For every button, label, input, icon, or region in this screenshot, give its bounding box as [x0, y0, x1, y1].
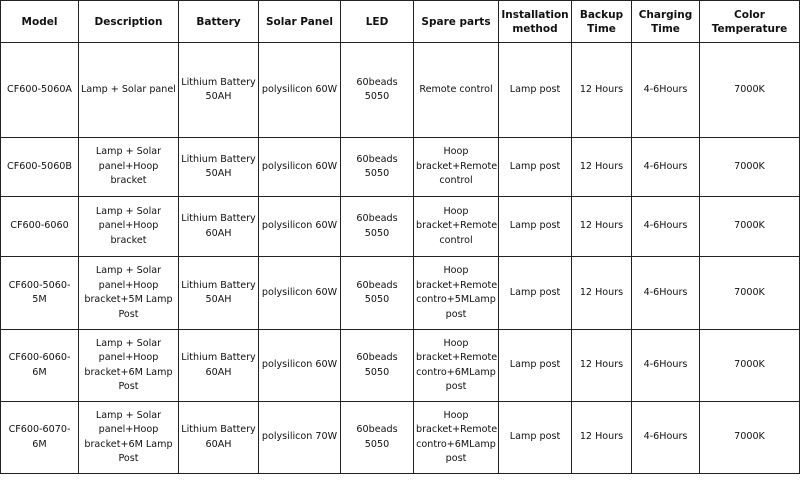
spare-parts-cell-line: bracket+Remote: [416, 352, 498, 363]
battery-cell-line: 60AH: [205, 227, 232, 239]
header-installation-method: [499, 1, 572, 43]
table-row: [1, 197, 800, 257]
spare-parts-cell-line: post: [445, 308, 467, 320]
model-cell-line: 6M: [32, 438, 47, 450]
description-cell: [79, 402, 179, 474]
battery-cell-line: 50AH: [205, 294, 232, 305]
description-cell: [79, 257, 179, 330]
header-backup-line: Time: [587, 22, 616, 35]
description-cell-line: Post: [118, 308, 139, 320]
spare-parts-cell: [414, 138, 499, 197]
spare-parts-cell-line: Hoop: [443, 337, 469, 349]
description-cell-line: panel+Hoop bracket: [98, 220, 159, 246]
spare-parts-cell-line: Remote control: [419, 83, 493, 95]
spare-parts-cell-line: Hoop: [443, 146, 469, 158]
model-cell-line: CF600-5060A: [7, 83, 72, 95]
backup-time-cell: 12 Hours: [572, 330, 632, 402]
battery-cell-line: Lithium Battery: [181, 153, 256, 165]
description-cell: [79, 197, 179, 257]
table-row: [1, 330, 800, 402]
spare-parts-cell-line: Hoop: [443, 265, 469, 276]
description-cell: [79, 43, 179, 138]
model-cell-line: CF600-6060: [10, 220, 69, 232]
color-temperature-cell: 7000K: [700, 257, 800, 330]
header-backup-line: Backup: [579, 8, 624, 21]
battery-cell: [179, 257, 259, 330]
solar-panel-cell: polysilicon 70W: [259, 402, 341, 474]
description-cell-line: Lamp + Solar: [95, 409, 162, 421]
description-cell-line: panel+Hoop: [98, 352, 159, 363]
model-cell: [1, 330, 79, 402]
backup-time-cell: 12 Hours: [572, 43, 632, 138]
model-cell-line: 5M: [32, 294, 47, 305]
header-backup-time: [572, 1, 632, 43]
header-color-line: Color: [734, 8, 765, 21]
description-cell-line: bracket+5M Lamp: [84, 294, 173, 305]
battery-cell: [179, 43, 259, 138]
battery-cell: [179, 330, 259, 402]
spare-parts-cell-line: bracket+Remote: [416, 160, 498, 172]
led-cell: 60beads 5050: [341, 197, 414, 257]
table-row: [1, 402, 800, 474]
charging-time-cell: 4-6Hours: [632, 138, 700, 197]
spare-parts-cell-line: control: [439, 234, 473, 246]
model-cell-line: 6M: [32, 366, 47, 378]
spare-parts-cell-line: control: [439, 175, 473, 187]
model-cell-line: CF600-6070-: [8, 424, 71, 435]
solar-panel-cell: polysilicon 60W: [259, 43, 341, 138]
battery-cell-line: 60AH: [205, 438, 232, 450]
spare-parts-cell-line: Hoop: [443, 409, 469, 421]
model-cell: [1, 257, 79, 330]
description-cell-line: Lamp + Solar panel: [81, 83, 176, 95]
spare-parts-cell-line: post: [445, 453, 467, 464]
spare-parts-cell: [414, 43, 499, 138]
spare-parts-cell-line: contro+6MLamp: [416, 438, 496, 450]
battery-cell-line: Lithium Battery: [181, 76, 256, 88]
description-cell-line: Lamp + Solar: [95, 146, 162, 158]
spare-parts-cell-line: contro+5MLamp: [416, 294, 496, 305]
color-temperature-cell: 7000K: [700, 43, 800, 138]
description-cell-line: panel+Hoop: [98, 424, 159, 435]
backup-time-cell: 12 Hours: [572, 402, 632, 474]
header-row: [1, 1, 800, 43]
description-cell-line: panel+Hoop bracket: [98, 160, 159, 187]
spare-parts-cell-line: Hoop: [443, 205, 469, 217]
spare-parts-cell: [414, 402, 499, 474]
model-cell-line: CF600-6060-: [8, 352, 71, 363]
header-installation-line: method: [512, 22, 558, 35]
description-cell: [79, 138, 179, 197]
solar-panel-cell: polysilicon 60W: [259, 330, 341, 402]
model-cell: [1, 43, 79, 138]
led-cell: 60beads 5050: [341, 43, 414, 138]
led-cell: 60beads 5050: [341, 138, 414, 197]
description-cell: [79, 330, 179, 402]
installation-method-cell: Lamp post: [499, 402, 572, 474]
color-temperature-cell: 7000K: [700, 330, 800, 402]
spare-parts-cell: [414, 257, 499, 330]
description-cell-line: Lamp + Solar: [95, 337, 162, 349]
header-charging-time: Charging Time: [632, 1, 700, 43]
battery-cell-line: 50AH: [205, 91, 232, 102]
charging-time-cell: 4-6Hours: [632, 257, 700, 330]
charging-time-cell: 4-6Hours: [632, 197, 700, 257]
spare-parts-cell-line: bracket+Remote: [416, 424, 498, 435]
model-cell: [1, 138, 79, 197]
battery-cell-line: 50AH: [205, 168, 232, 179]
charging-time-cell: 4-6Hours: [632, 330, 700, 402]
spare-parts-cell: [414, 197, 499, 257]
led-cell: 60beads 5050: [341, 257, 414, 330]
description-cell-line: bracket+6M Lamp: [84, 438, 173, 450]
backup-time-cell: 12 Hours: [572, 138, 632, 197]
spare-parts-cell-line: bracket+Remote: [416, 220, 498, 232]
header-battery: Battery: [179, 1, 259, 43]
led-cell: 60beads 5050: [341, 402, 414, 474]
model-cell: [1, 402, 79, 474]
header-spare-parts: Spare parts: [414, 1, 499, 43]
model-cell-line: CF600-5060B: [7, 160, 72, 172]
description-cell-line: Post: [118, 381, 139, 392]
header-solar-panel: Solar Panel: [259, 1, 341, 43]
solar-panel-cell: polysilicon 60W: [259, 197, 341, 257]
color-temperature-cell: 7000K: [700, 197, 800, 257]
table-row: [1, 257, 800, 330]
spare-parts-cell: [414, 330, 499, 402]
installation-method-cell: Lamp post: [499, 43, 572, 138]
spare-parts-cell-line: bracket+Remote: [416, 279, 498, 291]
model-cell: [1, 197, 79, 257]
table-row: [1, 43, 800, 138]
description-cell-line: Lamp + Solar: [95, 265, 162, 276]
header-color-temperature: [700, 1, 800, 43]
table-row: [1, 138, 800, 197]
battery-cell-line: Lithium Battery: [181, 279, 256, 291]
description-cell-line: panel+Hoop: [98, 279, 159, 291]
installation-method-cell: Lamp post: [499, 197, 572, 257]
battery-cell: [179, 197, 259, 257]
charging-time-cell: 4-6Hours: [632, 43, 700, 138]
installation-method-cell: Lamp post: [499, 330, 572, 402]
battery-cell-line: Lithium Battery: [181, 424, 256, 435]
spare-parts-cell-line: post: [445, 381, 467, 392]
header-color-line: Temperature: [711, 22, 788, 35]
description-cell-line: bracket+6M Lamp: [84, 366, 173, 378]
table-body: [1, 43, 800, 474]
header-installation-line: Installation: [501, 8, 569, 21]
backup-time-cell: 12 Hours: [572, 257, 632, 330]
led-cell: 60beads 5050: [341, 330, 414, 402]
solar-panel-cell: polysilicon 60W: [259, 257, 341, 330]
header-description: Description: [79, 1, 179, 43]
installation-method-cell: Lamp post: [499, 138, 572, 197]
color-temperature-cell: 7000K: [700, 402, 800, 474]
color-temperature-cell: 7000K: [700, 138, 800, 197]
model-cell-line: CF600-5060-: [8, 279, 71, 291]
backup-time-cell: 12 Hours: [572, 197, 632, 257]
description-cell-line: Lamp + Solar: [95, 205, 162, 217]
solar-panel-cell: polysilicon 60W: [259, 138, 341, 197]
battery-cell-line: 60AH: [205, 366, 232, 378]
battery-cell: [179, 138, 259, 197]
battery-cell: [179, 402, 259, 474]
header-led: LED: [341, 1, 414, 43]
battery-cell-line: Lithium Battery: [181, 352, 256, 363]
header-model: Model: [1, 1, 79, 43]
description-cell-line: Post: [118, 453, 139, 464]
charging-time-cell: 4-6Hours: [632, 402, 700, 474]
battery-cell-line: Lithium Battery: [181, 213, 256, 224]
spare-parts-cell-line: contro+6MLamp: [416, 366, 496, 378]
installation-method-cell: Lamp post: [499, 257, 572, 330]
